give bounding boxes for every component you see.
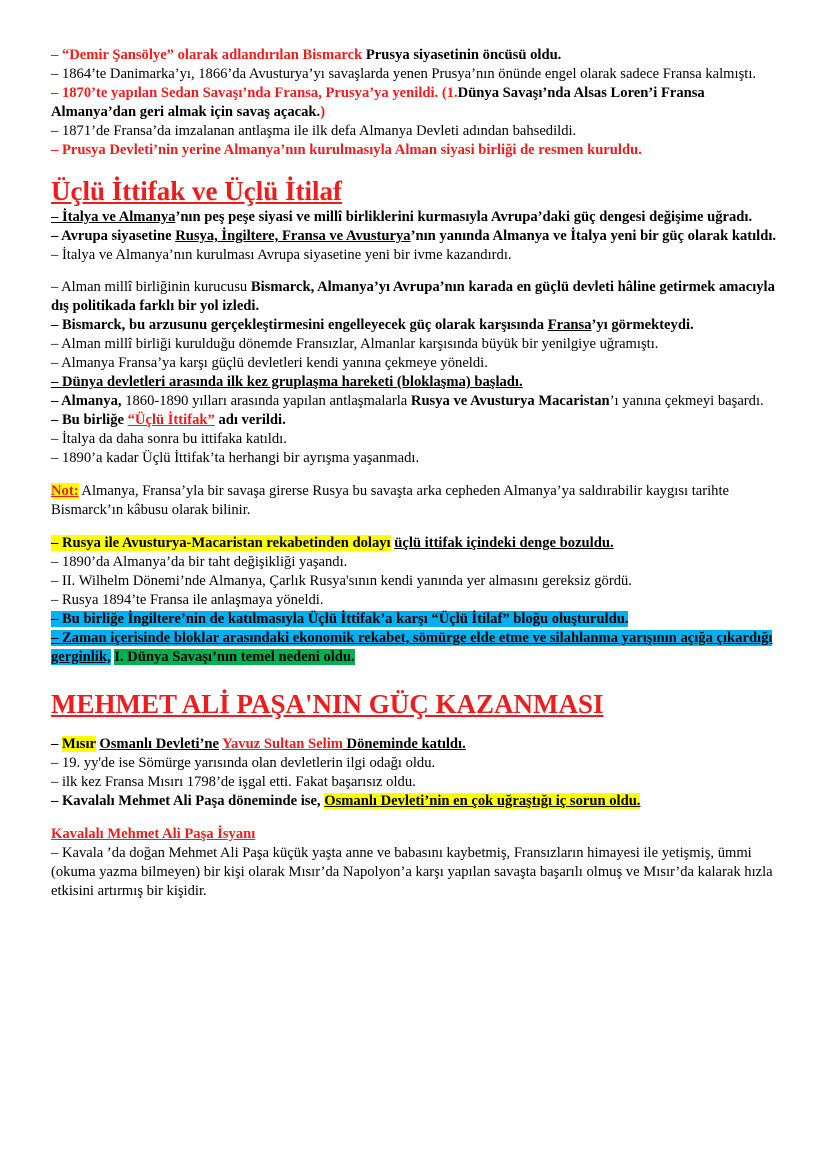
s1-line-j — [51, 411, 781, 430]
triple-alliance-term: “Üçlü İttifak” — [127, 412, 215, 428]
s1-line-i — [51, 392, 781, 411]
s1-j1: – Bu birliğe — [51, 412, 128, 428]
s1-line-c: – İtalya ve Almanya’nın kurulması Avrupa siyasetine yeni bir ivme kazandırdı. — [51, 247, 512, 263]
s1-line-q — [51, 610, 781, 629]
s1-line-o: – II. Wilhelm Dönemi’nde Almanya, Çarlık Rusya'sının kendi yanında yer almasını gereksiz gördü. — [51, 573, 632, 589]
s1-line-m — [51, 534, 781, 553]
s1-line-d — [51, 278, 781, 316]
s1-d1: – Alman millî birliğinin kurucusu — [51, 279, 251, 295]
s1-i1: – Almanya, — [51, 393, 122, 409]
intro-line-4: – 1871’de Fransa’da imzalanan antlaşma ile ilk defa Almanya Devleti adından bahsedildi. — [51, 123, 577, 139]
s1-i2: 1860-1890 yılları arasında yapılan antlaşmalarla — [121, 393, 411, 409]
s2-line-e: – Kavala ’da doğan Mehmet Ali Paşa küçük yaşta anne ve babasını kaybetmiş, Fransızların himayesi ile yetişmiş, ümmi (okuma yazma bilmeyen) bir kişi olarak Mısır’da Napolyon’a karşı yapılan savaşta başarılı olmuş ve Mısır’da kalarak hızla etkisini artırmış bir kişidir. — [51, 845, 773, 899]
alsace-text: Dünya Savaşı’nda Alsas Loren’i Fransa Almanya’dan geri almak için savaş açacak. — [51, 85, 705, 120]
ww1-cause-highlight: I. Dünya Savaşı’nın temel nedeni oldu. — [114, 649, 355, 665]
paren-close: ) — [320, 104, 326, 120]
balance-text: ’nın peş peşe siyasi ve millî birliklerini kurmasıyla Avrupa’daki güç dengesi değişime uğradı. — [175, 209, 753, 225]
rivalry-highlight: – Rusya ile Avusturya-Macaristan rekabetinden dolayı — [51, 535, 391, 551]
egypt-highlight: Mısır — [61, 736, 96, 752]
s2-a7: Döneminde katıldı. — [342, 736, 466, 752]
s1-line-f: – Alman millî birliği kurulduğu dönemde Fransızlar, Almanlar karşısında büyük bir yenilgiye uğramıştı. — [51, 336, 659, 352]
s2-line-a — [51, 735, 781, 754]
intro-line-5: – Prusya Devleti’nin yerine Almanya’nın kurulmasıyla Alman siyasi birliği de resmen kuruldu. — [51, 142, 642, 158]
note-paragraph — [51, 482, 781, 520]
s2-line-b: – 19. yy'de ise Sömürge yarısında olan devletlerin ilgi odağı oldu. — [51, 755, 436, 771]
subhead-revolt: Kavalalı Mehmet Ali Paşa İsyanı — [51, 826, 256, 842]
s1-e1: – Bismarck, bu arzusunu gerçekleştirmesini engelleyecek güç olarak karşısında — [51, 317, 548, 333]
powers-text: Rusya, İngiltere, Fransa ve Avusturya — [175, 228, 411, 244]
s2-d1: – Kavalalı Mehmet Ali Paşa döneminde ise, — [51, 793, 325, 809]
s1-i4: ’ı yanına çekmeyi başardı. — [609, 393, 764, 409]
sedan-war-text: – 1870’te yapılan Sedan Savaşı’nda Fransa, Prusya’ya yenildi. (1. — [51, 85, 458, 101]
s2-line-c: – ilk kez Fransa Mısırı 1798’de işgal etti. Fakat başarısız oldu. — [51, 774, 416, 790]
note-text: Almanya, Fransa’yla bir savaşa girerse Rusya bu savaşta arka cepheden Almanya’ya saldırabilir kaygısı tarihte Bismarck’ın kâbusu olarak bilinir. — [51, 483, 729, 518]
s1-line-l: – 1890’a kadar Üçlü İttifak’ta herhangi bir ayrışma yaşanmadı. — [51, 450, 420, 466]
balance-broken-text: üçlü ittifak içindeki denge bozuldu. — [394, 535, 614, 551]
s1-b3: ’nın yanında Almanya ve İtalya yeni bir güç olarak katıldı. — [410, 228, 777, 244]
internal-problem-highlight: Osmanlı Devleti’nin en çok uğraştığı iç sorun oldu. — [324, 793, 641, 809]
intro-line-2: – 1864’te Danimarka’yı, 1866’da Avusturya’yı savaşlarda yenen Prusya’nın önünde engel olarak sadece Fransa kalmıştı. — [51, 66, 757, 82]
s1-b1: – Avrupa siyasetine — [51, 228, 176, 244]
document-page — [51, 46, 781, 901]
note-label: Not: — [51, 483, 79, 499]
s1-line-e — [51, 316, 781, 335]
s1-line-b — [51, 227, 781, 246]
tension-highlight: – Zaman içerisinde bloklar arasındaki ekonomik rekabet, sömürge elde etme ve silahlanma yarışının açığa çıkardığı gerginlik, — [51, 630, 773, 665]
s1-e3: ’yı görmekteydi. — [591, 317, 694, 333]
s1-line-n: – 1890’da Almanya’da bir taht değişikliği yaşandı. — [51, 554, 348, 570]
s1-d2: Bismarck, Almanya’yı Avrupa’nın karada en güçlü devleti hâline getirmek amacıyla dış politikada farklı bir yol izledi. — [51, 279, 775, 314]
prussia-text: Prusya siyasetinin öncüsü oldu. — [362, 47, 562, 63]
s1-i3: Rusya ve Avusturya Macaristan — [410, 393, 610, 409]
ottoman-text: Osmanlı Devleti’ne — [99, 736, 219, 752]
france-text: Fransa — [547, 317, 592, 333]
s1-line-g: – Almanya Fransa’ya karşı güçlü devletleri kendi yanına çekmeye yöneldi. — [51, 355, 488, 371]
s1-line-r — [51, 629, 781, 667]
yavuz-text: Yavuz Sultan Selim — [222, 736, 343, 752]
s1-line-k: – İtalya da daha sonra bu ittifaka katıldı. — [51, 431, 287, 447]
s1-j3: adı verildi. — [214, 412, 286, 428]
s1-line-a — [51, 208, 781, 227]
section-title-triple-alliance: Üçlü İttifak ve Üçlü İtilaf — [51, 176, 342, 206]
section-title-mehmet-ali: MEHMET ALİ PAŞA'NIN GÜÇ KAZANMASI — [51, 689, 604, 719]
intro-line-3 — [51, 84, 781, 122]
s1-line-p: – Rusya 1894’te Fransa ile anlaşmaya yöneldi. — [51, 592, 324, 608]
entente-highlight: – Bu birliğe İngiltere’nin de katılmasıyla Üçlü İttifak’a karşı “Üçlü İtilaf” bloğu oluşturuldu. — [51, 611, 629, 627]
bismarck-highlight: – “Demir Şansölye” olarak adlandırılan Bismarck — [51, 47, 363, 63]
italy-germany-text: – İtalya ve Almanya — [51, 209, 176, 225]
s1-line-h: – Dünya devletleri arasında ilk kez gruplaşma hareketi (bloklaşma) başladı. — [51, 374, 523, 390]
intro-line-1 — [51, 46, 781, 65]
s2-line-d — [51, 792, 781, 811]
s2-a1: – — [51, 736, 62, 752]
